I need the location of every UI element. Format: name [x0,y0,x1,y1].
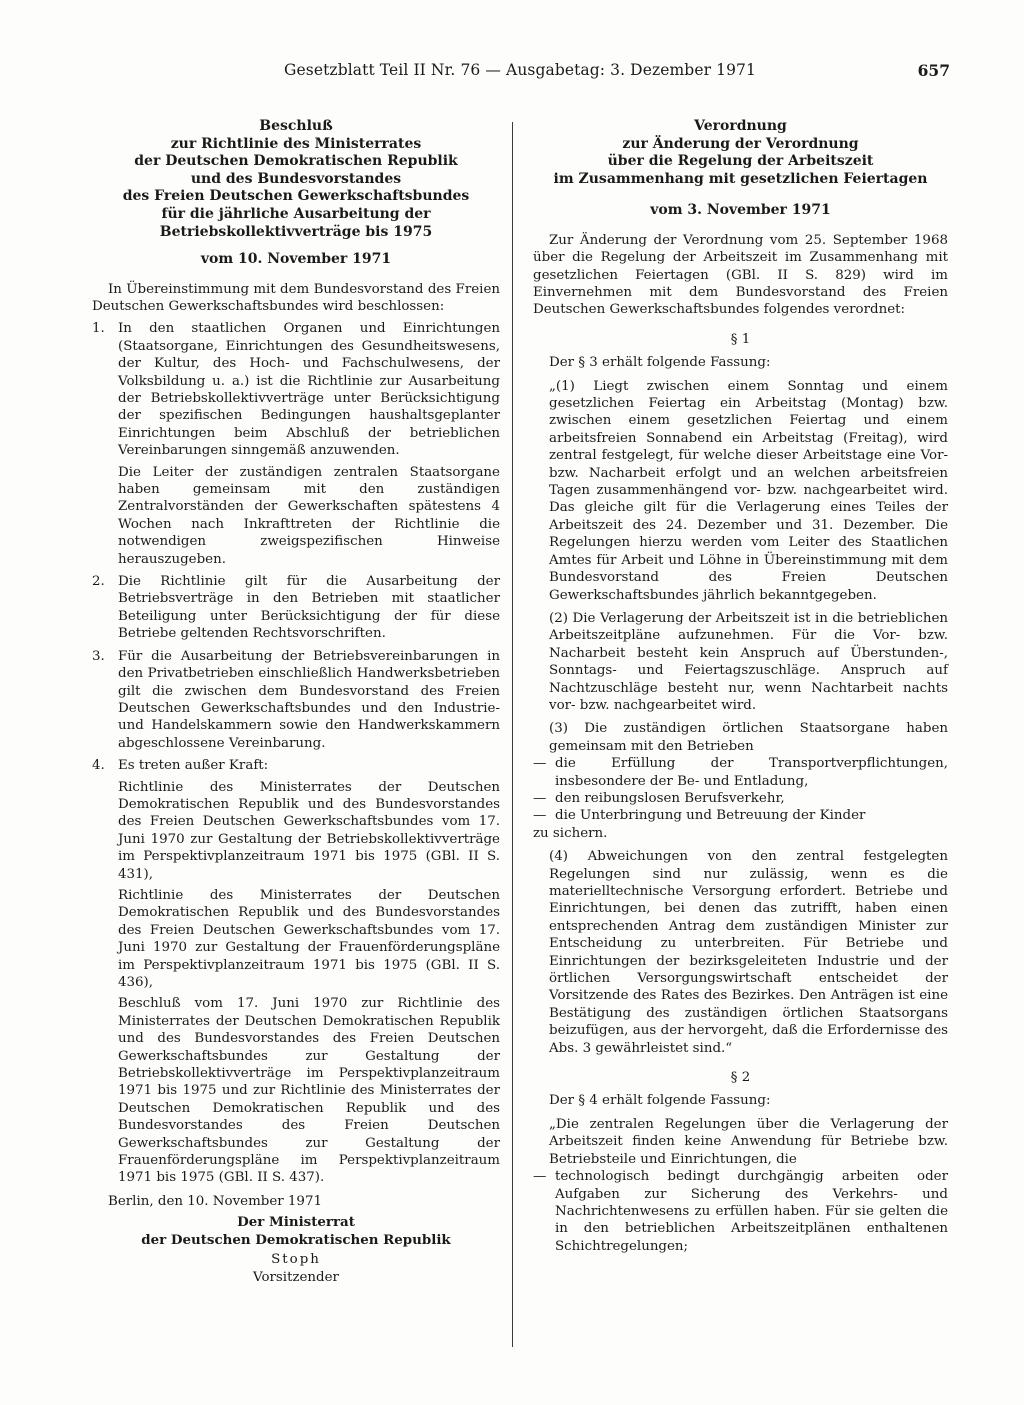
header-title: Gesetzblatt Teil II Nr. 76 — Ausgabetag: 3. Dezember 1971 [284,61,756,79]
left-title-line: und des Bundesvorstandes [190,170,402,187]
left-item-list [92,320,500,1187]
signature-role: Vorsitzender [253,1269,339,1285]
list-item: — die Unterbringung und Betreuung der Kinder [533,807,948,824]
list-item [92,648,500,752]
section-lead: Der § 4 erhält folgende Fassung: [549,1093,771,1109]
signature-body-line: Der Ministerrat [237,1214,355,1231]
signature-name: Stoph [271,1252,321,1268]
left-column [92,118,500,1286]
list-item [92,320,500,568]
signature-place-date: Berlin, den 10. November 1971 [108,1193,322,1209]
section-heading: § 2 [730,1070,751,1086]
right-title [533,118,948,188]
item-paragraph: Es treten außer Kraft: [118,758,269,774]
left-title-line: der Deutschen Demokratischen Republik [134,153,458,170]
right-title-line: im Zusammenhang mit gesetzlichen Feiertagen [553,170,928,187]
right-intro: Zur Änderung der Verordnung vom 25. September 1968 über die Regelung der Arbeitszeit im Zusammenhang mit gesetzlichen Feiertagen (GBl. II S. 829) wird im Einvernehmen mit dem Bundesvorstand des Freien Deutschen Gewerkschaftsbundes folgendes verordnet: [533,232,948,318]
list-item: — den reibungslosen Berufsverkehr, [533,790,948,807]
section-body [549,848,948,1057]
item-number: 3. [92,648,105,664]
section-paragraph: (4) Abweichungen von den zentral festgelegten Regelungen sind nur zulässig, wenn es die materielltechnische Versorgung erfordert. Betriebe und Einrichtungen, bei denen das zutrifft, haben einen entsprechenden Antrag dem zuständigen Minister zur Entscheidung zu unterbreiten. Für Betriebe und Einrichtungen der bezirksgeleiteten Industrie und der örtlichen Versorgungswirtschaft entscheidet der Vorsitzende des Rates des Bezirkes. Den Anträgen ist eine Bestätigung des zuständigen örtlichen Staatsorgans beizufügen, aus der hervorgeht, daß die Erfordernisse des Abs. 3 gewährleistet sind.“ [549,849,948,1056]
signature-body-line: der Deutschen Demokratischen Republik [141,1231,451,1248]
left-title-line: zur Richtlinie des Ministerrates [170,135,422,152]
column-divider [512,122,513,1347]
list-item [92,757,500,1187]
item-paragraph: Richtlinie des Ministerrates der Deutschen Demokratischen Republik und des Bundesvorstandes des Freien Deutschen Gewerkschaftsbundes vom 17. Juni 1970 zur Gestaltung der Betriebskollektivverträge im Perspektivplanzeitraum 1971 bis 1975 (GBl. II S. 431), [118,779,500,882]
list-item: — technologisch bedingt durchgängig arbeiten oder Aufgaben zur Sicherung des Verkehrs- und Nachrichtenwesens zu erfüllen haben. Für sie gelten die in den betrieblichen Arbeitszeitplänen enthaltenen Schichtregelungen; [533,1168,948,1255]
section-body [549,1116,948,1168]
right-date: vom 3. November 1971 [650,202,831,219]
left-intro: In Übereinstimmung mit dem Bundesvorstand des Freien Deutschen Gewerkschaftsbundes wird beschlossen: [92,281,500,314]
section-heading: § 1 [730,331,751,347]
signature-block [92,1193,500,1286]
left-title-line: des Freien Deutschen Gewerkschaftsbundes [122,188,470,205]
item-number: 1. [92,321,105,337]
right-title-line: Verordnung [694,118,787,134]
section-paragraph: „Die zentralen Regelungen über die Verlagerung der Arbeitszeit finden keine Anwendung für Betriebe bzw. Betriebsteile und Einrichtungen, die [549,1116,948,1167]
item-number: 2. [92,574,105,590]
dash-list [533,1168,948,1255]
section-paragraph: (2) Die Verlagerung der Arbeitszeit ist in die betrieblichen Arbeitszeitpläne aufzunehmen. Für die Vor- bzw. Nacharbeit besteht kein Anspruch auf Überstunden-, Sonntags- und Feiertagszuschläge. Anspruch auf Nachtzuschläge besteht nur, wenn Nachtarbeit nachts vor- bzw. nachgearbeitet wird. [549,610,948,713]
section-paragraph: (3) Die zuständigen örtlichen Staatsorgane haben gemeinsam mit den Betrieben [549,721,948,754]
dash-list [533,755,948,825]
page-number: 657 [917,61,950,80]
item-paragraph: Richtlinie des Ministerrates der Deutschen Demokratischen Republik und des Bundesvorstandes des Freien Deutschen Gewerkschaftsbundes vom 17. Juni 1970 zur Gestaltung der Frauenförderungspläne im Perspektivplanzeitraum 1971 bis 1975 (GBl. II S. 436), [118,887,500,990]
left-title [92,118,500,241]
section-paragraph: „(1) Liegt zwischen einem Sonntag und einem gesetzlichen Feiertag ein Arbeitstag (Montag) bzw. zwischen einem gesetzlichen Feiertag und einem arbeitsfreien Sonnabend ein Arbeitstag (Freitag), wird zentral festgelegt, für welche dieser Arbeitstage eine Vor- bzw. Nacharbeit erfolgt und an welchen arbeitsfreien Tagen zusammenhängend vor- bzw. nachgearbeitet wird. Das gleiche gilt für die Verlagerung eines Teiles der Arbeitszeit des 24. Dezember und 31. Dezember. Die Regelungen hierzu werden vom Leiter des Staatlichen Amtes für Arbeit und Löhne in Übereinstimmung mit dem Bundesvorstand des Freien Deutschen Gewerkschaftsbundes jährlich bekanntgegeben. [549,378,948,603]
left-title-line: Beschluß [259,118,333,134]
item-number: 4. [92,758,105,774]
section-body [549,378,948,756]
list-item: — die Erfüllung der Transportverpflichtungen, insbesondere der Be- und Entladung, [533,755,948,790]
left-date: vom 10. November 1971 [200,251,392,268]
list-item [92,573,500,643]
right-title-line: über die Regelung der Arbeitszeit [607,153,874,170]
item-paragraph: In den staatlichen Organen und Einrichtungen (Staatsorgane, Einrichtungen des Gesundheitswesens, der Kultur, des Hoch- und Fachschulwesens, der Volksbildung u. a.) ist die Richtlinie zur Ausarbeitung der Betriebskollektivverträge unter Berücksichtigung der spezifischen Bedingungen haushaltsgeplanter Einrichtungen beim Abschluß der betrieblichen Vereinbarungen sinngemäß anzuwenden. [118,321,500,459]
right-column [533,118,948,1255]
left-title-line: für die jährliche Ausarbeitung der [161,205,431,222]
item-paragraph: Die Richtlinie gilt für die Ausarbeitung der Betriebsverträge in den Betrieben mit staatlicher Beteiligung unter Berücksichtigung der für diese Betriebe geltenden Rechtsvorschriften. [118,574,500,642]
left-title-line: Betriebskollektivverträge bis 1975 [159,223,433,240]
item-paragraph: Für die Ausarbeitung der Betriebsvereinbarungen in den Privatbetrieben einschließlich Handwerksbetrieben gilt die zwischen dem Bundesvorstand des Freien Deutschen Gewerkschaftsbundes und den Industrie- und Handelskammern sowie den Handwerkskammern abgeschlossene Vereinbarung. [118,648,500,751]
section-lead: Der § 3 erhält folgende Fassung: [549,355,771,371]
section-paragraph: zu sichern. [533,825,608,841]
item-paragraph: Die Leiter der zuständigen zentralen Staatsorgane haben gemeinsam mit den zuständigen Zentralvorständen der Gewerkschaften spätestens 4 Wochen nach Inkrafttreten der Richtlinie die notwendigen zweigspezifischen Hinweise herauszugeben. [118,464,500,567]
page-header [90,62,950,84]
right-title-line: zur Änderung der Verordnung [622,135,859,152]
item-paragraph: Beschluß vom 17. Juni 1970 zur Richtlinie des Ministerrates der Deutschen Demokratischen Republik und des Bundesvorstandes des Freien Deutschen Gewerkschaftsbundes zur Gestaltung der Betriebskollektivverträge im Perspektivplanzeitraum 1971 bis 1975 und zur Richtlinie des Ministerrates der Deutschen Demokratischen Republik und des Bundesvorstandes des Freien Deutschen Gewerkschaftsbundes zur Gestaltung der Frauenförderungspläne im Perspektivplanzeitraum 1971 bis 1975 (GBl. II S. 437). [118,996,500,1186]
